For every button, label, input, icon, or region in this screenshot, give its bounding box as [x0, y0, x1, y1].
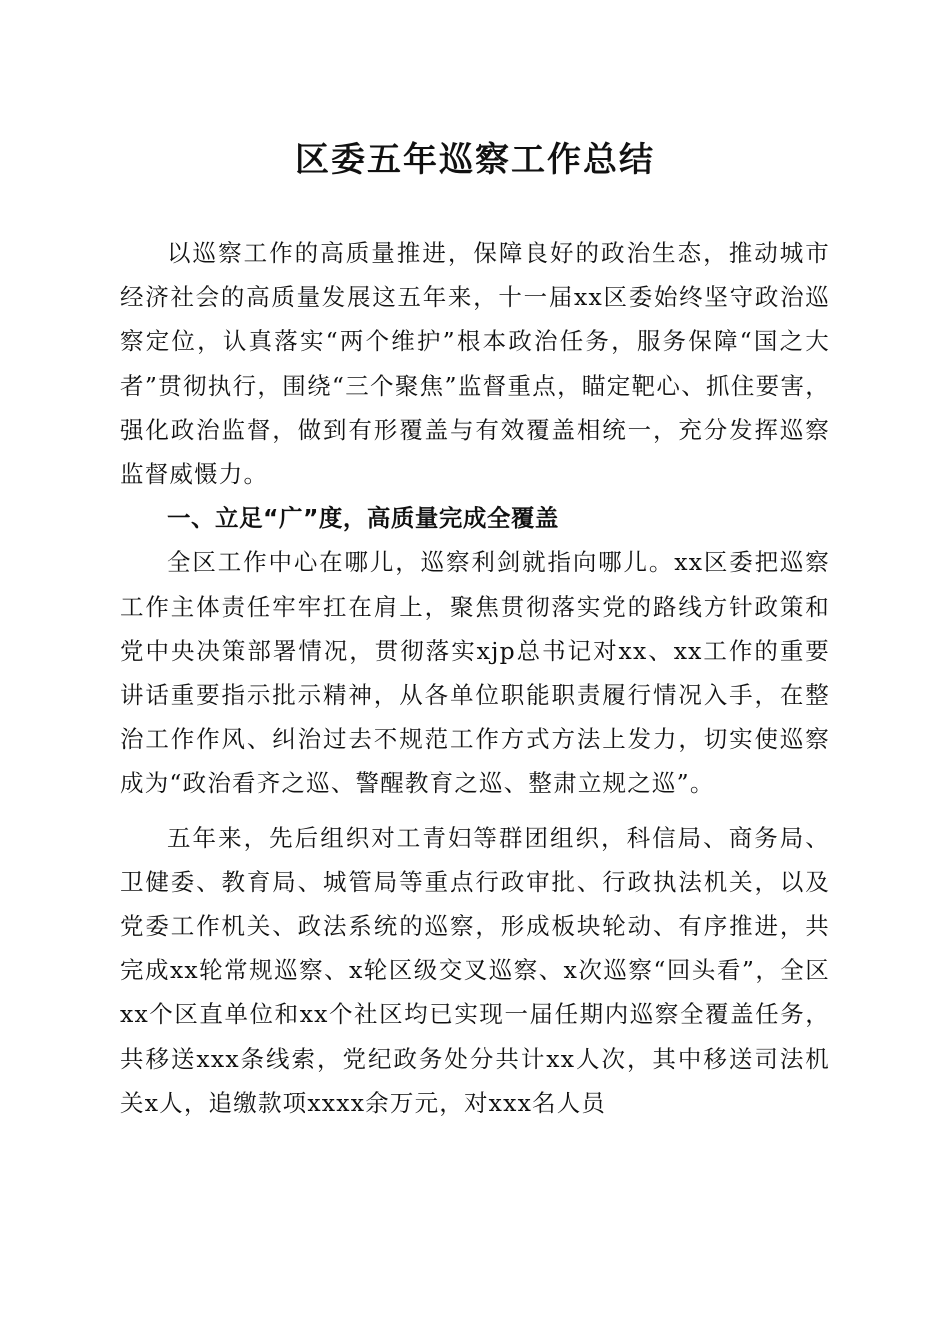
section1-paragraph-1: 全区工作中心在哪儿，巡察利剑就指向哪儿。xx区委把巡察工作主体责任牢牢扛在肩上，聚焦贯彻落实党的路线方针政策和党中央决策部署情况，贯彻落实xjp总书记对xx、xx工作的重要讲话重要指示批示精神，从各单位职能职责履行情况入手，在整治工作作风、纠治过去不规范工作方式方法上发力，切实使巡察成为“政治看齐之巡、警醒教育之巡、整肃立规之巡”。 [120, 548, 830, 798]
document-body [120, 231, 830, 1125]
section-heading-1: 一、立足“广”度，高质量完成全覆盖 [167, 504, 559, 533]
section1-paragraph-2: 五年来，先后组织对工青妇等群团组织，科信局、商务局、卫健委、教育局、城管局等重点行政审批、行政执法机关，以及党委工作机关、政法系统的巡察，形成板块轮动、有序推进，共完成xx轮常规巡察、x轮区级交叉巡察、x次巡察“回头看”，全区xx个区直单位和xx个社区均已实现一届任期内巡察全覆盖任务，共移送xxx条线索，党纪政务处分共计xx人次，其中移送司法机关x人，追缴款项xxxx余万元，对xxx名人员 [120, 823, 830, 1117]
document-title: 区委五年巡察工作总结 [295, 140, 655, 180]
intro-paragraph: 以巡察工作的高质量推进，保障良好的政治生态，推动城市经济社会的高质量发展这五年来，十一届xx区委始终坚守政治巡察定位，认真落实“两个维护”根本政治任务，服务保障“国之大者”贯彻执行，围绕“三个聚焦”监督重点，瞄定靶心、抓住要害，强化政治监督，做到有形覆盖与有效覆盖相统一，充分发挥巡察监督威慑力。 [120, 239, 830, 489]
paragraph-gap [120, 806, 830, 816]
